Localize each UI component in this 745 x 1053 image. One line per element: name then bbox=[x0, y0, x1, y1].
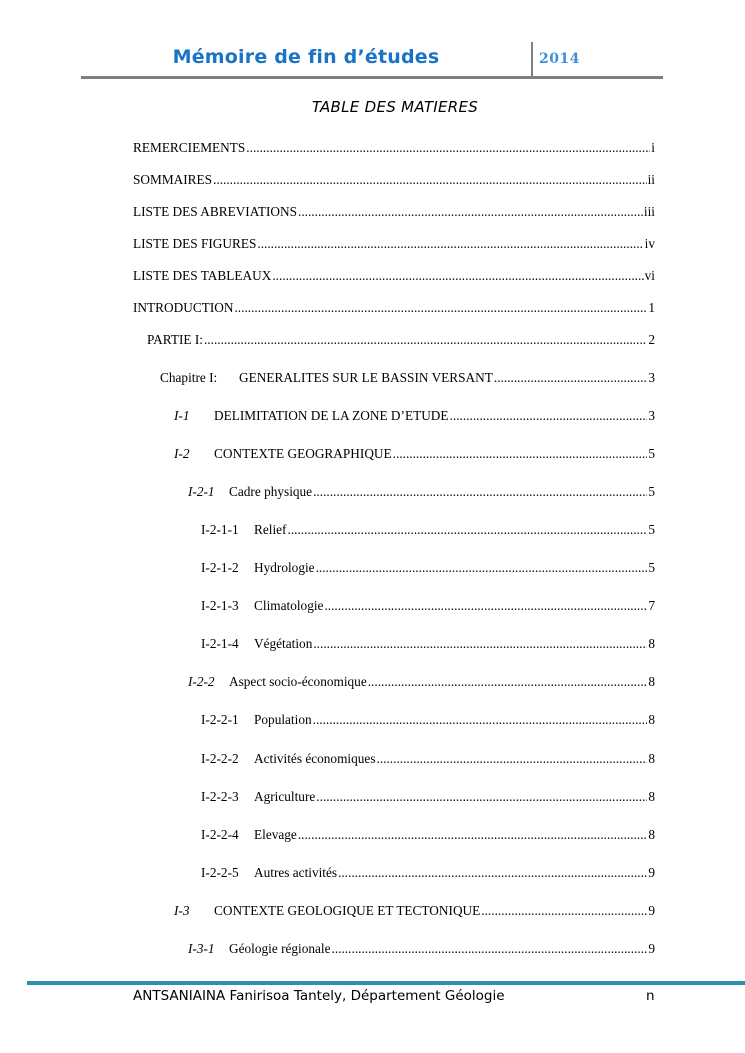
toc-entry-page: 5 bbox=[648, 560, 655, 575]
toc-entry-page: 2 bbox=[648, 332, 655, 347]
toc-entry[interactable] bbox=[201, 522, 655, 540]
toc-entry[interactable] bbox=[201, 598, 655, 616]
toc-entry-number: I-2-1-2 bbox=[201, 560, 239, 575]
dot-leader bbox=[272, 268, 643, 284]
dot-leader bbox=[313, 712, 648, 728]
toc-entry-label: Population bbox=[254, 712, 312, 727]
toc-entry-page: 5 bbox=[648, 522, 655, 537]
toc-entry-number: I-2-1-4 bbox=[201, 636, 239, 651]
toc-entry-label: LISTE DES TABLEAUX bbox=[133, 268, 272, 283]
toc-entry[interactable] bbox=[188, 674, 655, 692]
toc-entry-page: 3 bbox=[648, 370, 655, 385]
toc-entry-page: 5 bbox=[648, 484, 655, 499]
header-title: Mémoire de fin d’études bbox=[172, 46, 440, 68]
toc-entry[interactable] bbox=[133, 140, 655, 158]
toc-entry-page: i bbox=[651, 140, 655, 155]
toc-entry-page: 1 bbox=[648, 300, 655, 315]
toc-entry[interactable] bbox=[133, 204, 655, 222]
toc-entry-label: Relief bbox=[254, 522, 287, 537]
dot-leader bbox=[298, 827, 648, 843]
dot-leader bbox=[313, 484, 647, 500]
toc-entry[interactable] bbox=[201, 827, 655, 845]
toc-entry[interactable] bbox=[160, 370, 655, 388]
toc-entry-label: DELIMITATION DE LA ZONE D’ETUDE bbox=[214, 408, 449, 423]
toc-entry-label: SOMMAIRES bbox=[133, 172, 213, 187]
toc-entry-number: I-2-2-4 bbox=[201, 827, 239, 842]
toc-entry-page: 8 bbox=[648, 636, 655, 651]
footer-author: ANTSANIAINA Fanirisoa Tantely, Département Géologie bbox=[133, 988, 505, 1004]
dot-leader bbox=[246, 140, 650, 156]
toc-entry-number: I-2-1-1 bbox=[201, 522, 239, 537]
dot-leader bbox=[257, 236, 643, 252]
dot-leader bbox=[393, 446, 648, 462]
toc-entry[interactable] bbox=[133, 268, 655, 286]
toc-entry-page: 8 bbox=[648, 712, 655, 727]
dot-leader bbox=[234, 300, 647, 316]
header-divider bbox=[531, 42, 533, 76]
toc-entry[interactable] bbox=[174, 408, 655, 426]
toc-entry-page: 8 bbox=[648, 789, 655, 804]
toc-entry-page: 5 bbox=[648, 446, 655, 461]
header-year: 2014 bbox=[539, 51, 580, 67]
toc-entry[interactable] bbox=[174, 903, 655, 921]
toc-entry-label: Elevage bbox=[254, 827, 297, 842]
toc-entry-page: 3 bbox=[648, 408, 655, 423]
toc-entry-label: Aspect socio-économique bbox=[229, 674, 367, 689]
toc-entry[interactable] bbox=[201, 789, 655, 807]
dot-leader bbox=[204, 332, 647, 348]
toc-entry-number: I-2 bbox=[174, 446, 190, 461]
dot-leader bbox=[332, 941, 648, 957]
toc-entry-label: Hydrologie bbox=[254, 560, 315, 575]
toc-entry[interactable] bbox=[188, 484, 655, 502]
toc-entry-label: Climatologie bbox=[254, 598, 324, 613]
footer-page-number: n bbox=[646, 988, 655, 1004]
dot-leader bbox=[377, 751, 648, 767]
toc-entry-label: Cadre physique bbox=[229, 484, 313, 499]
toc-entry-page: vi bbox=[644, 268, 655, 283]
dot-leader bbox=[324, 598, 647, 614]
footer-rule bbox=[27, 981, 745, 985]
toc-entry-number: I-3 bbox=[174, 903, 190, 918]
toc-entry-label: Agriculture bbox=[254, 789, 316, 804]
toc-entry-label: Géologie régionale bbox=[229, 941, 331, 956]
toc-entry[interactable] bbox=[201, 865, 655, 883]
dot-leader bbox=[313, 636, 647, 652]
dot-leader bbox=[368, 674, 648, 690]
dot-leader bbox=[450, 408, 648, 424]
toc-entry-page: 8 bbox=[648, 751, 655, 766]
toc-entry-page: 8 bbox=[648, 674, 655, 689]
toc-entry-page: ii bbox=[647, 172, 655, 187]
toc-entry-page: 9 bbox=[648, 903, 655, 918]
dot-leader bbox=[288, 522, 648, 538]
dot-leader bbox=[338, 865, 647, 881]
toc-entry-label: Activités économiques bbox=[254, 751, 376, 766]
toc-entry-page: 9 bbox=[648, 941, 655, 956]
toc-entry-label: CONTEXTE GEOLOGIQUE ET TECTONIQUE bbox=[214, 903, 481, 918]
toc-entry[interactable] bbox=[201, 636, 655, 654]
toc-entry[interactable] bbox=[201, 712, 655, 730]
dot-leader bbox=[494, 370, 647, 386]
toc-entry-number: I-2-2 bbox=[188, 674, 215, 689]
toc-entry-page: 8 bbox=[648, 827, 655, 842]
toc-entry[interactable] bbox=[133, 300, 655, 318]
toc-entry-label: Végétation bbox=[254, 636, 313, 651]
toc-entry-number: I-2-2-1 bbox=[201, 712, 239, 727]
toc-entry-page: iv bbox=[644, 236, 655, 251]
toc-entry-label: PARTIE I: bbox=[147, 332, 203, 347]
toc-entry-label: REMERCIEMENTS bbox=[133, 140, 246, 155]
toc-entry-label: Autres activités bbox=[254, 865, 338, 880]
dot-leader bbox=[298, 204, 643, 220]
toc-entry-number: I-2-1 bbox=[188, 484, 215, 499]
toc-entry-label: LISTE DES FIGURES bbox=[133, 236, 257, 251]
toc-entry-number: I-3-1 bbox=[188, 941, 215, 956]
toc-entry[interactable] bbox=[201, 560, 655, 578]
page-header bbox=[81, 42, 663, 78]
toc-entry-label: GENERALITES SUR LE BASSIN VERSANT bbox=[239, 370, 493, 385]
toc-entry-label: INTRODUCTION bbox=[133, 300, 234, 315]
dot-leader bbox=[316, 560, 648, 576]
toc-entry[interactable] bbox=[133, 236, 655, 254]
toc-entry-number: I-2-1-3 bbox=[201, 598, 239, 613]
toc-entry-page: iii bbox=[643, 204, 655, 219]
toc-title: TABLE DES MATIERES bbox=[311, 98, 479, 116]
toc-entry-number: I-2-2-3 bbox=[201, 789, 239, 804]
dot-leader bbox=[316, 789, 647, 805]
toc-entry[interactable] bbox=[133, 172, 655, 190]
toc-entry[interactable] bbox=[188, 941, 655, 959]
toc-entry-number: Chapitre I: bbox=[160, 370, 218, 385]
toc-entry-label: CONTEXTE GEOGRAPHIQUE bbox=[214, 446, 392, 461]
toc-entry-label: LISTE DES ABREVIATIONS bbox=[133, 204, 297, 219]
dot-leader bbox=[481, 903, 647, 919]
dot-leader bbox=[213, 172, 647, 188]
toc-entry[interactable] bbox=[147, 332, 655, 350]
toc-entry-number: I-2-2-2 bbox=[201, 751, 239, 766]
toc-entry[interactable] bbox=[201, 751, 655, 769]
toc-entry[interactable] bbox=[174, 446, 655, 464]
toc-entry-page: 7 bbox=[648, 598, 655, 613]
toc-entry-number: I-1 bbox=[174, 408, 190, 423]
header-rule bbox=[81, 76, 663, 79]
toc-entry-number: I-2-2-5 bbox=[201, 865, 239, 880]
toc-entry-page: 9 bbox=[648, 865, 655, 880]
